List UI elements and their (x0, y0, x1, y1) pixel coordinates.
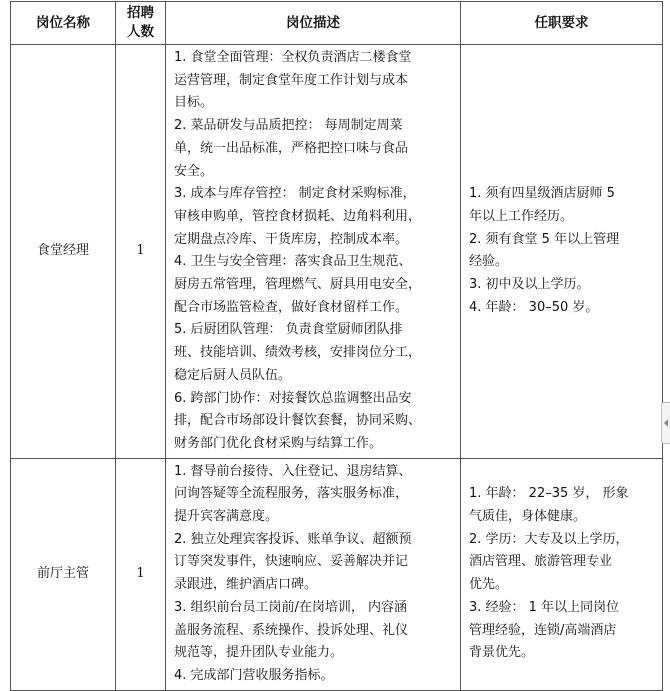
description-line: 目标。 (174, 95, 214, 111)
requirement-line: 优先。 (469, 577, 509, 593)
description-line: 单，统一出品标准，严格把控口味与食品 (174, 140, 409, 156)
description-line: 问询答疑等全流程服务，落实服务标准， (174, 486, 409, 502)
header-count-line2: 人数 (127, 24, 154, 40)
requirement-line: 管理经验，连锁/高端酒店 (469, 622, 617, 638)
header-row (11, 2, 663, 45)
requirement-line: 2. 须有食堂 5 年以上管理 (469, 231, 620, 247)
description-line: 1. 督导前台接待、入住登记、退房结算、 (174, 463, 412, 479)
job-table (10, 1, 663, 691)
position-cell: 食堂经理 (11, 45, 116, 459)
requirement-line: 1. 须有四星级酒店厨师 5 (469, 186, 615, 202)
requirement-line: 气质佳，身体健康。 (469, 509, 587, 525)
description-line: 3. 组织前台员工岗前/在岗培训， 内容涵 (174, 599, 408, 615)
description-line: 2. 独立处理宾客投诉、账单争议、超额预 (174, 531, 412, 547)
description-line: 运营管理，制定食堂年度工作计划与成本 (174, 72, 409, 88)
header-position: 岗位名称 (11, 2, 116, 45)
requirement-line: 4. 年龄： 30–50 岁。 (469, 299, 599, 315)
description-cell (166, 45, 461, 459)
description-line: 1. 食堂全面管理：全权负责酒店二楼食堂 (174, 50, 412, 65)
table-row (11, 45, 663, 459)
description-line: 6. 跨部门协作：对接餐饮总监调整出品安 (174, 390, 412, 406)
description-line: 录跟进，维护酒店口碑。 (174, 577, 318, 593)
description-line: 审核申购单，管控食材损耗、边角料利用， (174, 208, 422, 224)
requirement-line: 年以上工作经历。 (469, 208, 574, 224)
description-line: 规范等，提升团队专业能力。 (174, 645, 344, 661)
header-count-line1: 招聘 (127, 5, 154, 21)
description-line: 班、技能培训、绩效考核，安排岗位分工， (174, 345, 422, 361)
description-line: 4. 完成部门营收服务指标。 (174, 667, 334, 683)
description-line: 配合市场监管检查，做好食材留样工作。 (174, 299, 409, 315)
count-cell: 1 (116, 458, 166, 690)
requirement-line: 2. 学历：大专及以上学历， (469, 531, 629, 547)
requirements-cell (461, 458, 663, 690)
requirement-line: 3. 初中及以上学历。 (469, 277, 590, 293)
description-line: 安全。 (174, 163, 214, 179)
description-line: 厨房五常管理，管理燃气、厨具用电安全， (174, 277, 422, 293)
description-line: 3. 成本与库存管控： 制定食材采购标准， (174, 186, 416, 202)
description-line: 财务部门优化食材采购与结算工作。 (174, 435, 383, 451)
description-line: 定期盘点冷库、干货库房，控制成本率。 (174, 231, 409, 247)
header-requirements: 任职要求 (461, 2, 663, 45)
description-line: 订等突发事件，快速响应、妥善解决并记 (174, 554, 409, 570)
description-line: 盖服务流程、系统操作、投诉处理、礼仪 (174, 622, 409, 638)
table-row (11, 458, 663, 690)
requirement-line: 3. 经验： 1 年以上同岗位 (469, 599, 620, 615)
side-scroll-handle[interactable] (661, 402, 670, 444)
description-line: 4. 卫生与安全管理：落实食品卫生规范、 (174, 254, 412, 270)
requirements-cell (461, 45, 663, 459)
position-cell: 前厅主管 (11, 458, 116, 690)
description-line: 5. 后厨团队管理： 负责食堂厨师团队排 (174, 322, 403, 338)
count-cell: 1 (116, 45, 166, 459)
description-line: 2. 菜品研发与品质把控： 每周制定周菜 (174, 118, 403, 134)
description-line: 排，配合市场部设计餐饮套餐，协同采购、 (174, 413, 422, 429)
description-line: 提升宾客满意度。 (174, 509, 279, 525)
description-line: 稳定后厨人员队伍。 (174, 367, 292, 383)
requirement-line: 背景优先。 (469, 645, 535, 661)
requirement-line: 经验。 (469, 254, 509, 270)
description-cell (166, 458, 461, 690)
header-count (116, 2, 166, 45)
requirement-line: 1. 年龄： 22–35 岁， 形象 (469, 486, 629, 502)
header-description: 岗位描述 (166, 2, 461, 45)
requirement-line: 酒店管理、旅游管理专业 (469, 554, 613, 570)
